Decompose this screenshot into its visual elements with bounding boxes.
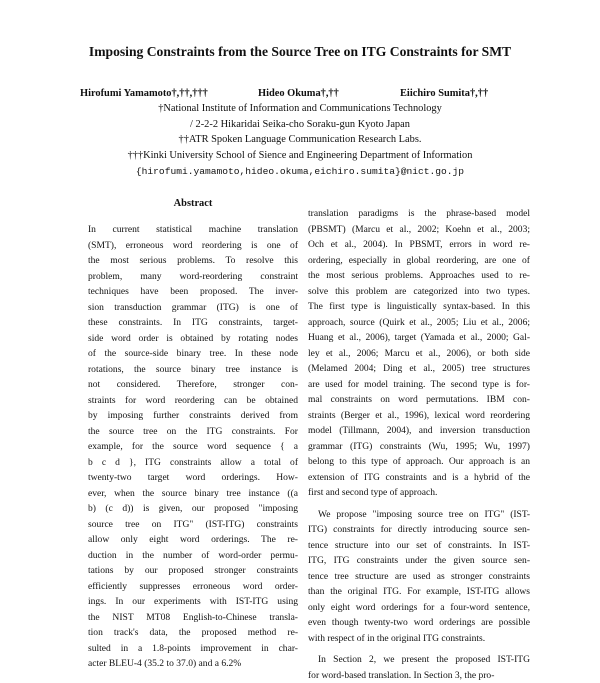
intro-line: ley et al., 2006; Marcu et al., 2006), or both side	[308, 346, 530, 362]
intro-line: translation paradigms is the phrase-based model	[308, 206, 530, 222]
intro-line: extension of ITG constraints and is a hybrid of the	[308, 470, 530, 486]
abstract-line: (SMT), erroneous word reordering is one of	[88, 238, 298, 254]
abstract-line: the most serious problems. To resolve this	[88, 253, 298, 269]
intro-line: We propose "imposing source tree on ITG" (IST-	[308, 507, 530, 523]
paper-title: Imposing Constraints from the Source Tree on ITG Constraints for SMT	[0, 44, 600, 60]
intro-line: (PBSMT) (Marcu et al., 2002; Koehn et al., 2003;	[308, 222, 530, 238]
abstract-line: acter BLEU-4 (35.2 to 37.0) and a 6.2%	[88, 656, 298, 672]
abstract-line: twenty-two target word orderings. How-	[88, 470, 298, 486]
intro-line: than the original ITG. For example, IST-ITG allows	[308, 584, 530, 600]
abstract-line: sion transduction grammar (ITG) is one of	[88, 300, 298, 316]
abstract-line: these constraints. In ITG constraints, target-	[88, 315, 298, 331]
abstract-line: In current statistical machine translation	[88, 222, 298, 238]
abstract-line: efficiently suppresses erroneous word order-	[88, 579, 298, 595]
intro-line: even though twenty-two word orderings are possible	[308, 615, 530, 631]
abstract-line: duction in the number of word-order permu-	[88, 548, 298, 564]
intro-line: grammar (ITG) constraints (Wu, 1995; Wu, 1997)	[308, 439, 530, 455]
author-emails: {hirofumi.yamamoto,hideo.okuma,eichiro.sumita}@nict.go.jp	[0, 166, 600, 177]
intro-line: tence tree structure are used as stronger constraints	[308, 569, 530, 585]
intro-line: tence structure into our set of constraints. In IST-	[308, 538, 530, 554]
intro-line: ITG) constraints for directly introducing source sen-	[308, 522, 530, 538]
author-3: Eiichiro Sumita†,††	[400, 88, 488, 99]
introduction-text	[308, 206, 530, 683]
affiliation-4: †††Kinki University School of Sience and Engineering Department of Information	[0, 150, 600, 161]
abstract-line: techniques have been proposed. The inver-	[88, 284, 298, 300]
intro-line: the most serious problems. Approaches used to re-	[308, 268, 530, 284]
intro-line: approach, source (Quirk et al., 2005; Liu et al., 2006;	[308, 315, 530, 331]
abstract-line: source tree on ITG" (IST-ITG) constraints	[88, 517, 298, 533]
abstract-line: tion track's data, the proposed method re-	[88, 625, 298, 641]
abstract-line: by imposing further constraints derived from	[88, 408, 298, 424]
author-1: Hirofumi Yamamoto†,††,†††	[80, 88, 208, 99]
abstract-line: b c d }, ITG constraints allow a total of	[88, 455, 298, 471]
intro-line: Huang et al., 2006), target (Yamada et al., 2000; Gal-	[308, 330, 530, 346]
intro-line: mal constraints on word permutations. IBM con-	[308, 392, 530, 408]
intro-line: ordering, especially in global reordering, are one of	[308, 253, 530, 269]
affiliation-3: ††ATR Spoken Language Communication Research Labs.	[0, 134, 600, 145]
intro-line: are used for model training. The second type is for-	[308, 377, 530, 393]
abstract-line: rotations, the source binary tree instance is	[88, 362, 298, 378]
abstract-text	[88, 222, 298, 672]
abstract-line: allow only eight word orderings. The re-	[88, 532, 298, 548]
intro-line: ITG, ITG constraints under the given source sen-	[308, 553, 530, 569]
abstract-heading: Abstract	[88, 198, 298, 209]
abstract-line: the source tree on the ITG constraints. For	[88, 424, 298, 440]
abstract-line: problem, many word-reordering constraint	[88, 269, 298, 285]
abstract-line: straints for word reordering can be obtained	[88, 393, 298, 409]
abstract-line: ings. In our experiments with IST-ITG using	[88, 594, 298, 610]
intro-line: solve this problem are categorized into two types.	[308, 284, 530, 300]
abstract-line: tations by our proposed stronger constraints	[88, 563, 298, 579]
intro-line: with respect of in the original ITG constraints.	[308, 631, 530, 647]
intro-line: model (Tillmann, 2004), and inversion transduction	[308, 423, 530, 439]
affiliation-2: / 2-2-2 Hikaridai Seika-cho Soraku-gun Kyoto Japan	[0, 119, 600, 130]
intro-line: belong to this type of approach. Our approach is an	[308, 454, 530, 470]
abstract-line: ever, when the source binary tree instance ((a	[88, 486, 298, 502]
author-2: Hideo Okuma†,††	[258, 88, 339, 99]
intro-line: Och et al., 2004). In PBSMT, errors in word re-	[308, 237, 530, 253]
intro-line: (Melamed 2004; Ding et al., 2005) tree structures	[308, 361, 530, 377]
abstract-line: sulted in a 1.8-points improvement in char-	[88, 641, 298, 657]
abstract-line: not considered. Therefore, stronger con-	[88, 377, 298, 393]
abstract-line: the NIST MT08 English-to-Chinese transla-	[88, 610, 298, 626]
intro-line: straints (Berger et al., 1996), lexical word reordering	[308, 408, 530, 424]
intro-line: first and second type of approach.	[308, 485, 530, 501]
abstract-line: side word order is obtained by rotating nodes	[88, 331, 298, 347]
intro-line: The first type is linguistically syntax-based. In this	[308, 299, 530, 315]
abstract-line: example, for the source word sequence { a	[88, 439, 298, 455]
abstract-line: of the source-side binary tree. In these node	[88, 346, 298, 362]
intro-line: In Section 2, we present the proposed IST-ITG	[308, 652, 530, 668]
intro-line: for word-based translation. In Section 3, the pro-	[308, 668, 530, 683]
intro-line: only eight word orderings for a four-word sentence,	[308, 600, 530, 616]
affiliation-1: †National Institute of Information and Communications Technology	[0, 103, 600, 114]
abstract-line: b) (c d)) is given, our proposed "imposing	[88, 501, 298, 517]
